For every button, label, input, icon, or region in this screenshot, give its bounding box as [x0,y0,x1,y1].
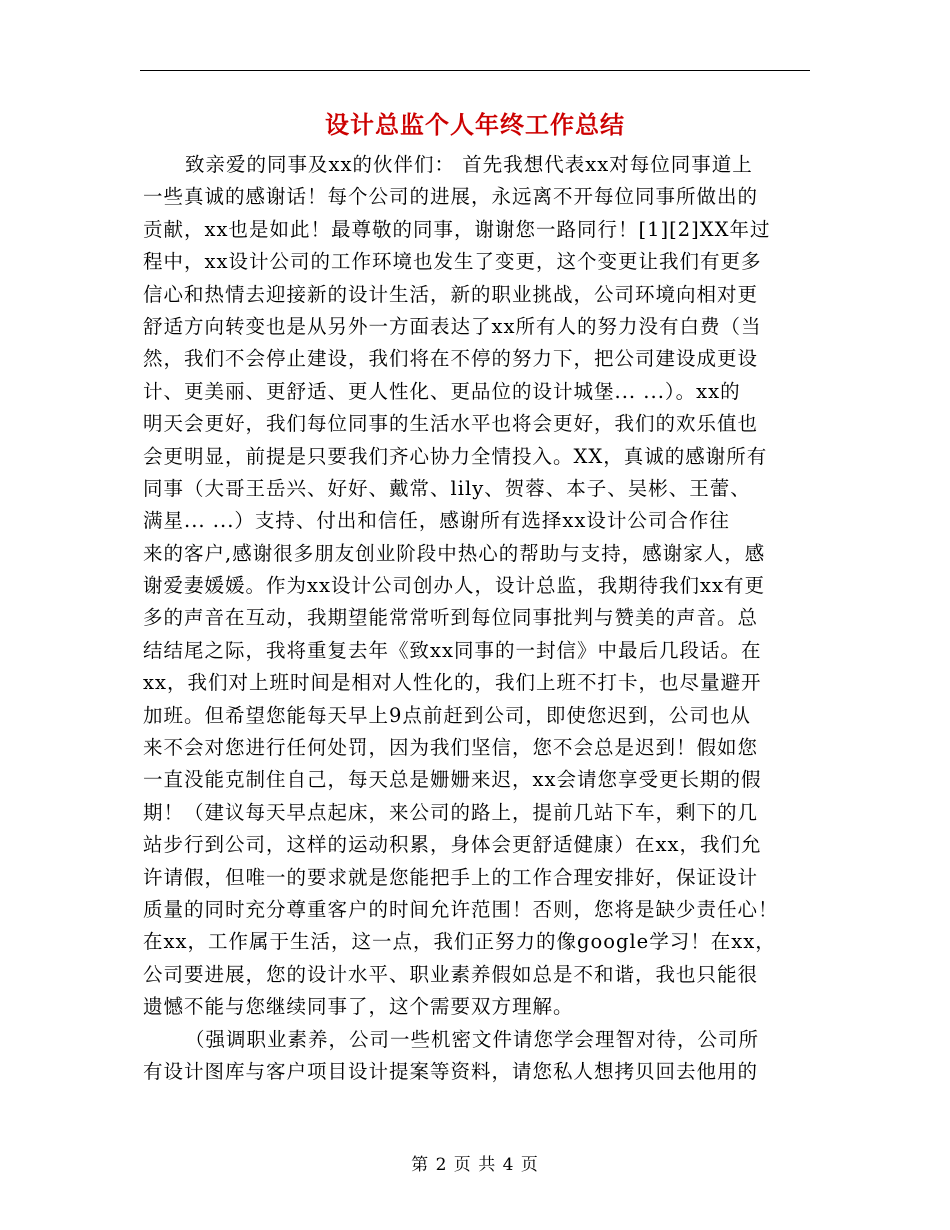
text-line: 在xx，工作属于生活，这一点，我们正努力的像google学习！在xx， [143,930,776,954]
text-line: 质量的同时充分尊重客户的时间允许范围！否则，您将是缺少责任心！ [143,897,779,921]
text-line: 结结尾之际，我将重复去年《致xx同事的一封信》中最后几段话。在 [143,638,762,662]
text-line: 舒适方向转变也是从另外一方面表达了xx所有人的努力没有白费（当 [143,314,762,338]
page-footer: 第 2 页 共 4 页 [411,1155,539,1175]
text-line: 公司要进展，您的设计水平、职业素养假如总是不和谐，我也只能很 [143,962,759,986]
text-line: 多的声音在互动，我期望能常常听到每位同事批判与赞美的声音。总 [143,606,759,630]
text-line: 贡献，xx也是如此！最尊敬的同事，谢谢您一路同行！[1][2]XX年过 [143,217,771,241]
text-line: 许请假，但唯一的要求就是您能把手上的工作合理安排好，保证设计 [143,865,759,889]
paragraph [143,1024,813,1089]
text-line: 致亲爱的同事及xx的伙伴们： 首先我想代表xx对每位同事道上 [185,153,753,176]
text-line: 有设计图库与客户项目设计提案等资料，请您私人想拷贝回去他用的 [143,1059,759,1083]
document-body [143,149,813,1088]
text-line: 谢爱妻媛媛。作为xx设计公司创办人，设计总监，我期待我们xx有更 [143,574,765,598]
text-line: 期！（建议每天早点起床，来公司的路上，提前几站下车，剩下的几 [143,800,759,824]
text-line: 一些真诚的感谢话！每个公司的进展，永远离不开每位同事所做出的 [143,185,759,209]
text-line: 计、更美丽、更舒适、更人性化、更品位的设计城堡... ...）。xx的 [143,379,741,403]
text-line: 会更明显，前提是只要我们齐心协力全情投入。XX，真诚的感谢所有 [143,444,768,468]
text-line: 满星... ...）支持、付出和信任，感谢所有选择xx设计公司合作往 [143,509,730,533]
paragraph [143,149,813,1024]
text-line: 来不会对您进行任何处罚，因为我们坚信，您不会总是迟到！假如您 [143,736,759,760]
header-rule [140,70,810,71]
text-line: xx，我们对上班时间是相对人性化的，我们上班不打卡，也尽量避开 [143,671,762,695]
text-line: 遗憾不能与您继续同事了，这个需要双方理解。 [143,995,574,1019]
document-title: 设计总监个人年终工作总结 [325,110,625,139]
text-line: （强调职业素养，公司一些机密文件请您学会理智对待，公司所 [185,1027,760,1051]
text-line: 程中，xx设计公司的工作环境也发生了变更，这个变更让我们有更多 [143,250,762,274]
text-line: 来的客户,感谢很多朋友创业阶段中热心的帮助与支持，感谢家人，感 [143,541,766,565]
text-line: 一直没能克制住自己，每天总是姗姗来迟，xx会请您享受更长期的假 [143,768,762,792]
text-line: 信心和热情去迎接新的设计生活，新的职业挑战，公司环境向相对更 [143,282,759,306]
text-line: 明天会更好，我们每位同事的生活水平也将会更好，我们的欢乐值也 [143,412,759,436]
text-line: 同事（大哥王岳兴、好好、戴常、lily、贺蓉、本子、吴彬、王蕾、 [143,476,751,500]
text-line: 加班。但希望您能每天早上9点前赶到公司，即使您迟到，公司也从 [143,703,751,727]
text-line: 站步行到公司，这样的运动积累，身体会更舒适健康）在xx，我们允 [143,833,762,857]
text-line: 然，我们不会停止建设，我们将在不停的努力下，把公司建设成更设 [143,347,759,371]
